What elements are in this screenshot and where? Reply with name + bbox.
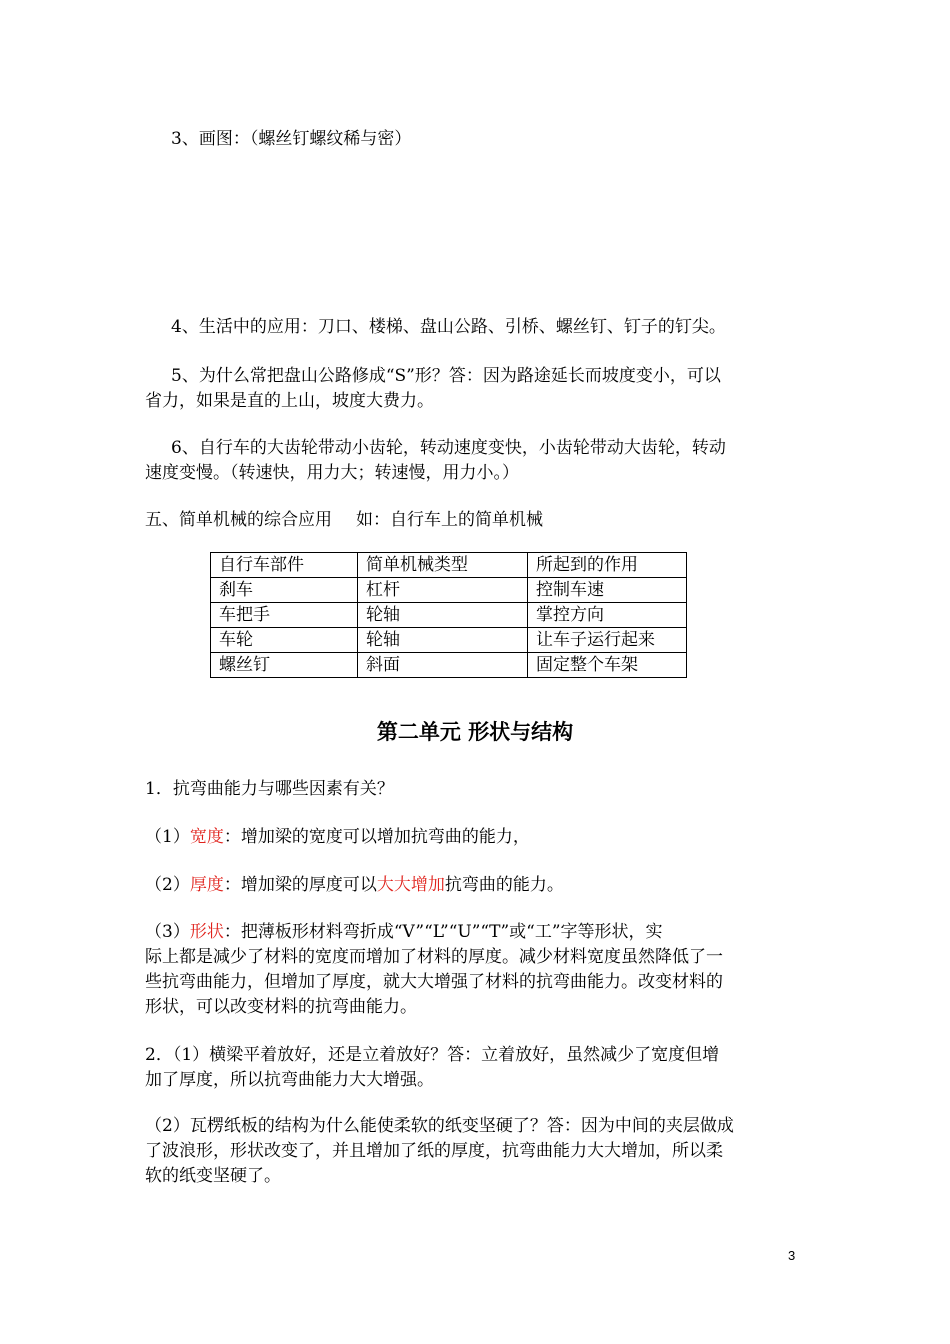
item-draw: 3、画图：（螺丝钉螺纹稀与密） <box>171 129 412 149</box>
line: （2）瓦楞纸板的结构为什么能使柔软的纸变坚硬了？答：因为中间的夹层做成 <box>145 1116 734 1136</box>
question-2-corrugated <box>145 1114 810 1189</box>
line: 省力，如果是直的上山，坡度大费力。 <box>145 391 434 411</box>
factor-keyword-thickness: 厚度 <box>189 875 224 895</box>
factor-keyword-shape: 形状 <box>189 922 224 942</box>
table-header: 所起到的作用 <box>528 553 687 578</box>
table-cell: 掌控方向 <box>528 603 687 628</box>
table-cell: 让车子运行起来 <box>528 628 687 653</box>
table-cell: 车把手 <box>211 603 358 628</box>
table-cell: 车轮 <box>211 628 358 653</box>
section5-title: 五、简单机械的综合应用 <box>145 510 332 530</box>
table-cell: 斜面 <box>358 653 528 678</box>
table-cell: 螺丝钉 <box>211 653 358 678</box>
table-row <box>211 578 687 603</box>
table-cell: 轮轴 <box>358 628 528 653</box>
factor-width <box>145 825 810 850</box>
factor-emphasis: 大大增加 <box>376 875 445 895</box>
line: 软的纸变坚硬了。 <box>145 1166 281 1186</box>
table-cell: 刹车 <box>211 578 358 603</box>
page-number: 3 <box>788 1248 796 1263</box>
factor-text: ：增加梁的厚度可以 <box>223 875 377 895</box>
section5-title-line <box>145 508 810 533</box>
line: 些抗弯曲能力，但增加了厚度，就大大增强了材料的抗弯曲能力。改变材料的 <box>145 972 723 992</box>
item-mountain-road <box>145 364 810 414</box>
unit2-heading: 第二单元 形状与结构 <box>376 720 574 744</box>
factor-text: ：把薄板形材料弯折成“V”“L”“U”“T”或“工”字等形状，实 <box>223 922 663 942</box>
table-row <box>211 653 687 678</box>
question-1: 1．抗弯曲能力与哪些因素有关？ <box>145 779 394 799</box>
line <box>145 920 810 945</box>
table-row <box>211 628 687 653</box>
line: 加了厚度，所以抗弯曲能力大大增强。 <box>145 1070 434 1090</box>
table-header: 简单机械类型 <box>358 553 528 578</box>
table-header: 自行车部件 <box>211 553 358 578</box>
factor-keyword-width: 宽度 <box>189 827 224 847</box>
table-cell: 轮轴 <box>358 603 528 628</box>
table-cell: 杠杆 <box>358 578 528 603</box>
factor-text: 抗弯曲的能力。 <box>444 875 564 895</box>
factor-thickness <box>145 873 810 898</box>
line: 际上都是减少了材料的宽度而增加了材料的厚度。减少材料宽度虽然降低了一 <box>145 947 723 967</box>
line: 6、自行车的大齿轮带动小齿轮，转动速度变快，小齿轮带动大齿轮，转动 <box>171 438 726 458</box>
table-row <box>211 603 687 628</box>
table-header-row <box>211 553 687 578</box>
line: 速度变慢。（转速快，用力大；转速慢，用力小。） <box>145 463 519 483</box>
factor-prefix: （1） <box>145 827 190 847</box>
factor-shape <box>145 920 810 1020</box>
table-cell: 控制车速 <box>528 578 687 603</box>
table-cell: 固定整个车架 <box>528 653 687 678</box>
line: 5、为什么常把盘山公路修成“S”形？答：因为路途延长而坡度变小，可以 <box>171 366 721 386</box>
line: 形状，可以改变材料的抗弯曲能力。 <box>145 997 417 1017</box>
item-life-applications: 4、生活中的应用：刀口、楼梯、盘山公路、引桥、螺丝钉、钉子的钉尖。 <box>171 317 726 337</box>
item-bicycle-gears <box>145 436 810 486</box>
bicycle-machines-table <box>210 552 687 678</box>
section5-example: 如：自行车上的简单机械 <box>356 510 543 530</box>
factor-prefix: （3） <box>145 922 190 942</box>
line: 了波浪形，形状改变了，并且增加了纸的厚度，抗弯曲能力大大增加，所以柔 <box>145 1141 723 1161</box>
factor-text: ：增加梁的宽度可以增加抗弯曲的能力， <box>223 827 530 847</box>
line: 2．（1）横梁平着放好，还是立着放好？答：立着放好，虽然减少了宽度但增 <box>145 1045 720 1065</box>
question-2-beam <box>145 1043 810 1093</box>
factor-prefix: （2） <box>145 875 190 895</box>
